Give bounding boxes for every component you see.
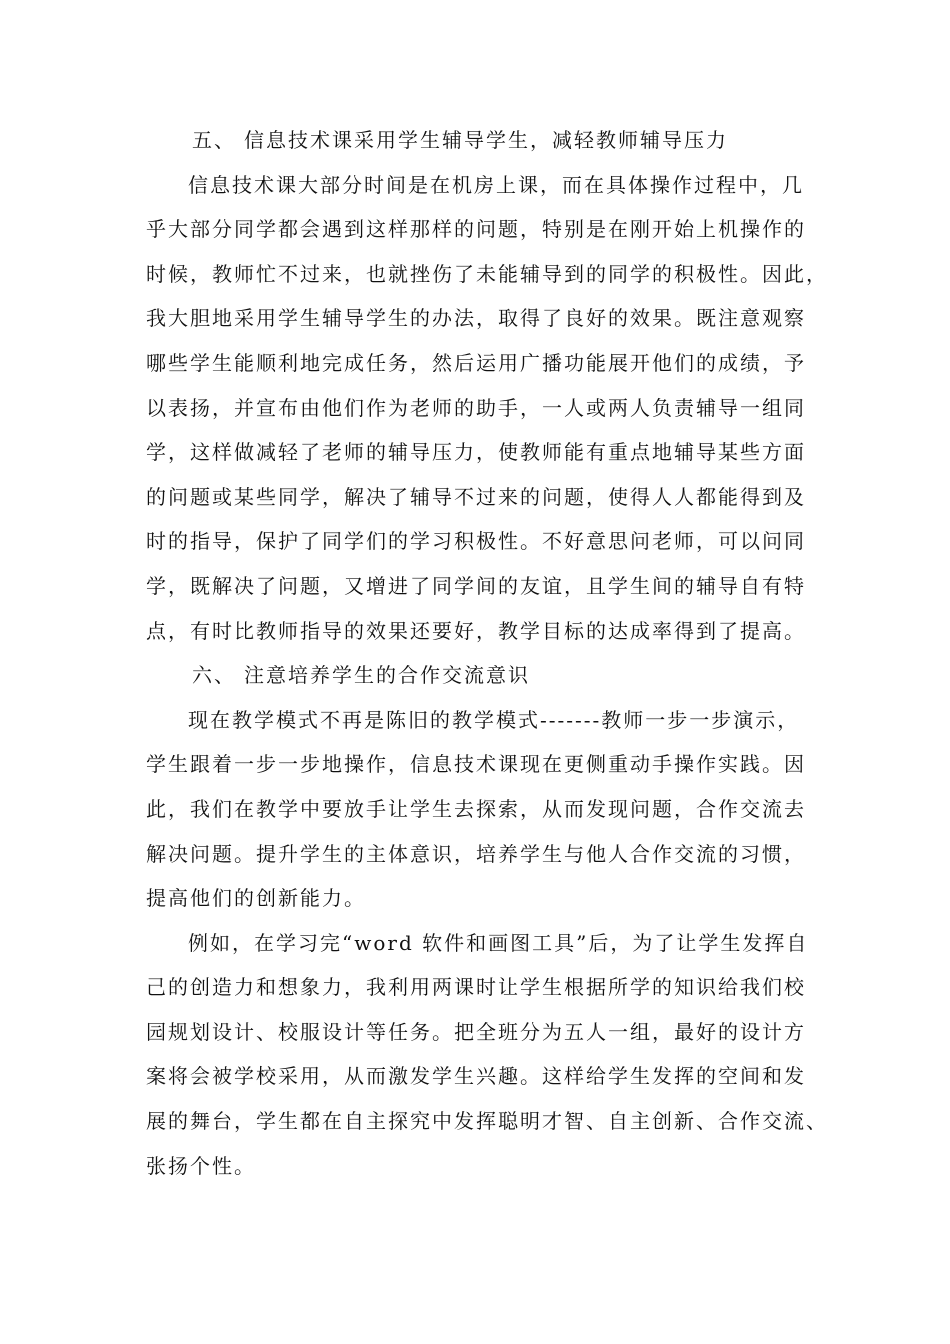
paragraph-line: 我大胆地采用学生辅导学生的办法，取得了良好的效果。既注意观察 (146, 306, 806, 331)
paragraph-line: 学生跟着一步一步地操作，信息技术课现在更侧重动手操作实践。因 (146, 752, 806, 777)
paragraph-line: 解决问题。提升学生的主体意识，培养学生与他人合作交流的习惯， (146, 841, 806, 866)
section-5-number: 五、 (192, 128, 236, 152)
section-6-heading (146, 653, 812, 698)
paragraph-line: 提高他们的创新能力。 (146, 886, 366, 911)
paragraph-line: 己的创造力和想象力，我利用两课时让学生根据所学的知识给我们校 (146, 975, 806, 1000)
paragraph-line: 以表扬，并宣布由他们作为老师的助手，一人或两人负责辅导一组同 (146, 395, 806, 420)
section-5-paragraph (146, 163, 828, 654)
paragraph-line: 点，有时比教师指导的效果还要好，教学目标的达成率得到了提高。 (146, 618, 806, 643)
paragraph-line: 此，我们在教学中要放手让学生去探索，从而发现问题，合作交流去 (146, 796, 806, 821)
section-6-title: 注意培养学生的合作交流意识 (244, 663, 530, 688)
section-6-paragraph-2 (146, 921, 828, 1189)
paragraph-line: 例如，在学习完“word 软件和画图工具”后，为了让学生发挥自 (188, 930, 809, 955)
paragraph-line: 张扬个性。 (146, 1153, 256, 1178)
paragraph-line: 时的指导，保护了同学们的学习积极性。不好意思问老师，可以问同 (146, 529, 806, 554)
paragraph-line: 哪些学生能顺利地完成任务，然后运用广播功能展开他们的成绩，予 (146, 350, 806, 375)
section-6-paragraph-1 (146, 698, 812, 921)
paragraph-line: 展的舞台，学生都在自主探究中发挥聪明才智、自主创新、合作交流、 (146, 1109, 828, 1134)
section-5-title: 信息技术课采用学生辅导学生，减轻教师辅导压力 (244, 128, 728, 152)
paragraph-line: 现在教学模式不再是陈旧的教学模式-------教师一步一步演示， (188, 707, 800, 732)
section-6-number: 六、 (192, 663, 236, 688)
paragraph-line: 乎大部分同学都会遇到这样那样的问题，特别是在刚开始上机操作的 (146, 217, 806, 242)
paragraph-line: 案将会被学校采用，从而激发学生兴趣。这样给学生发挥的空间和发 (146, 1064, 806, 1089)
paragraph-line: 园规划设计、校服设计等任务。把全班分为五人一组，最好的设计方 (146, 1019, 806, 1044)
paragraph-line: 时候，教师忙不过来，也就挫伤了未能辅导到的同学的积极性。因此， (146, 261, 828, 286)
section-5-heading (146, 118, 812, 163)
paragraph-line: 信息技术课大部分时间是在机房上课，而在具体操作过程中，几 (188, 172, 804, 197)
paragraph-line: 学，这样做减轻了老师的辅导压力，使教师能有重点地辅导某些方面 (146, 440, 806, 465)
document-body (146, 118, 828, 1188)
paragraph-line: 学，既解决了问题，又增进了同学间的友谊，且学生间的辅导自有特 (146, 573, 806, 598)
paragraph-line: 的问题或某些同学，解决了辅导不过来的问题，使得人人都能得到及 (146, 484, 806, 509)
